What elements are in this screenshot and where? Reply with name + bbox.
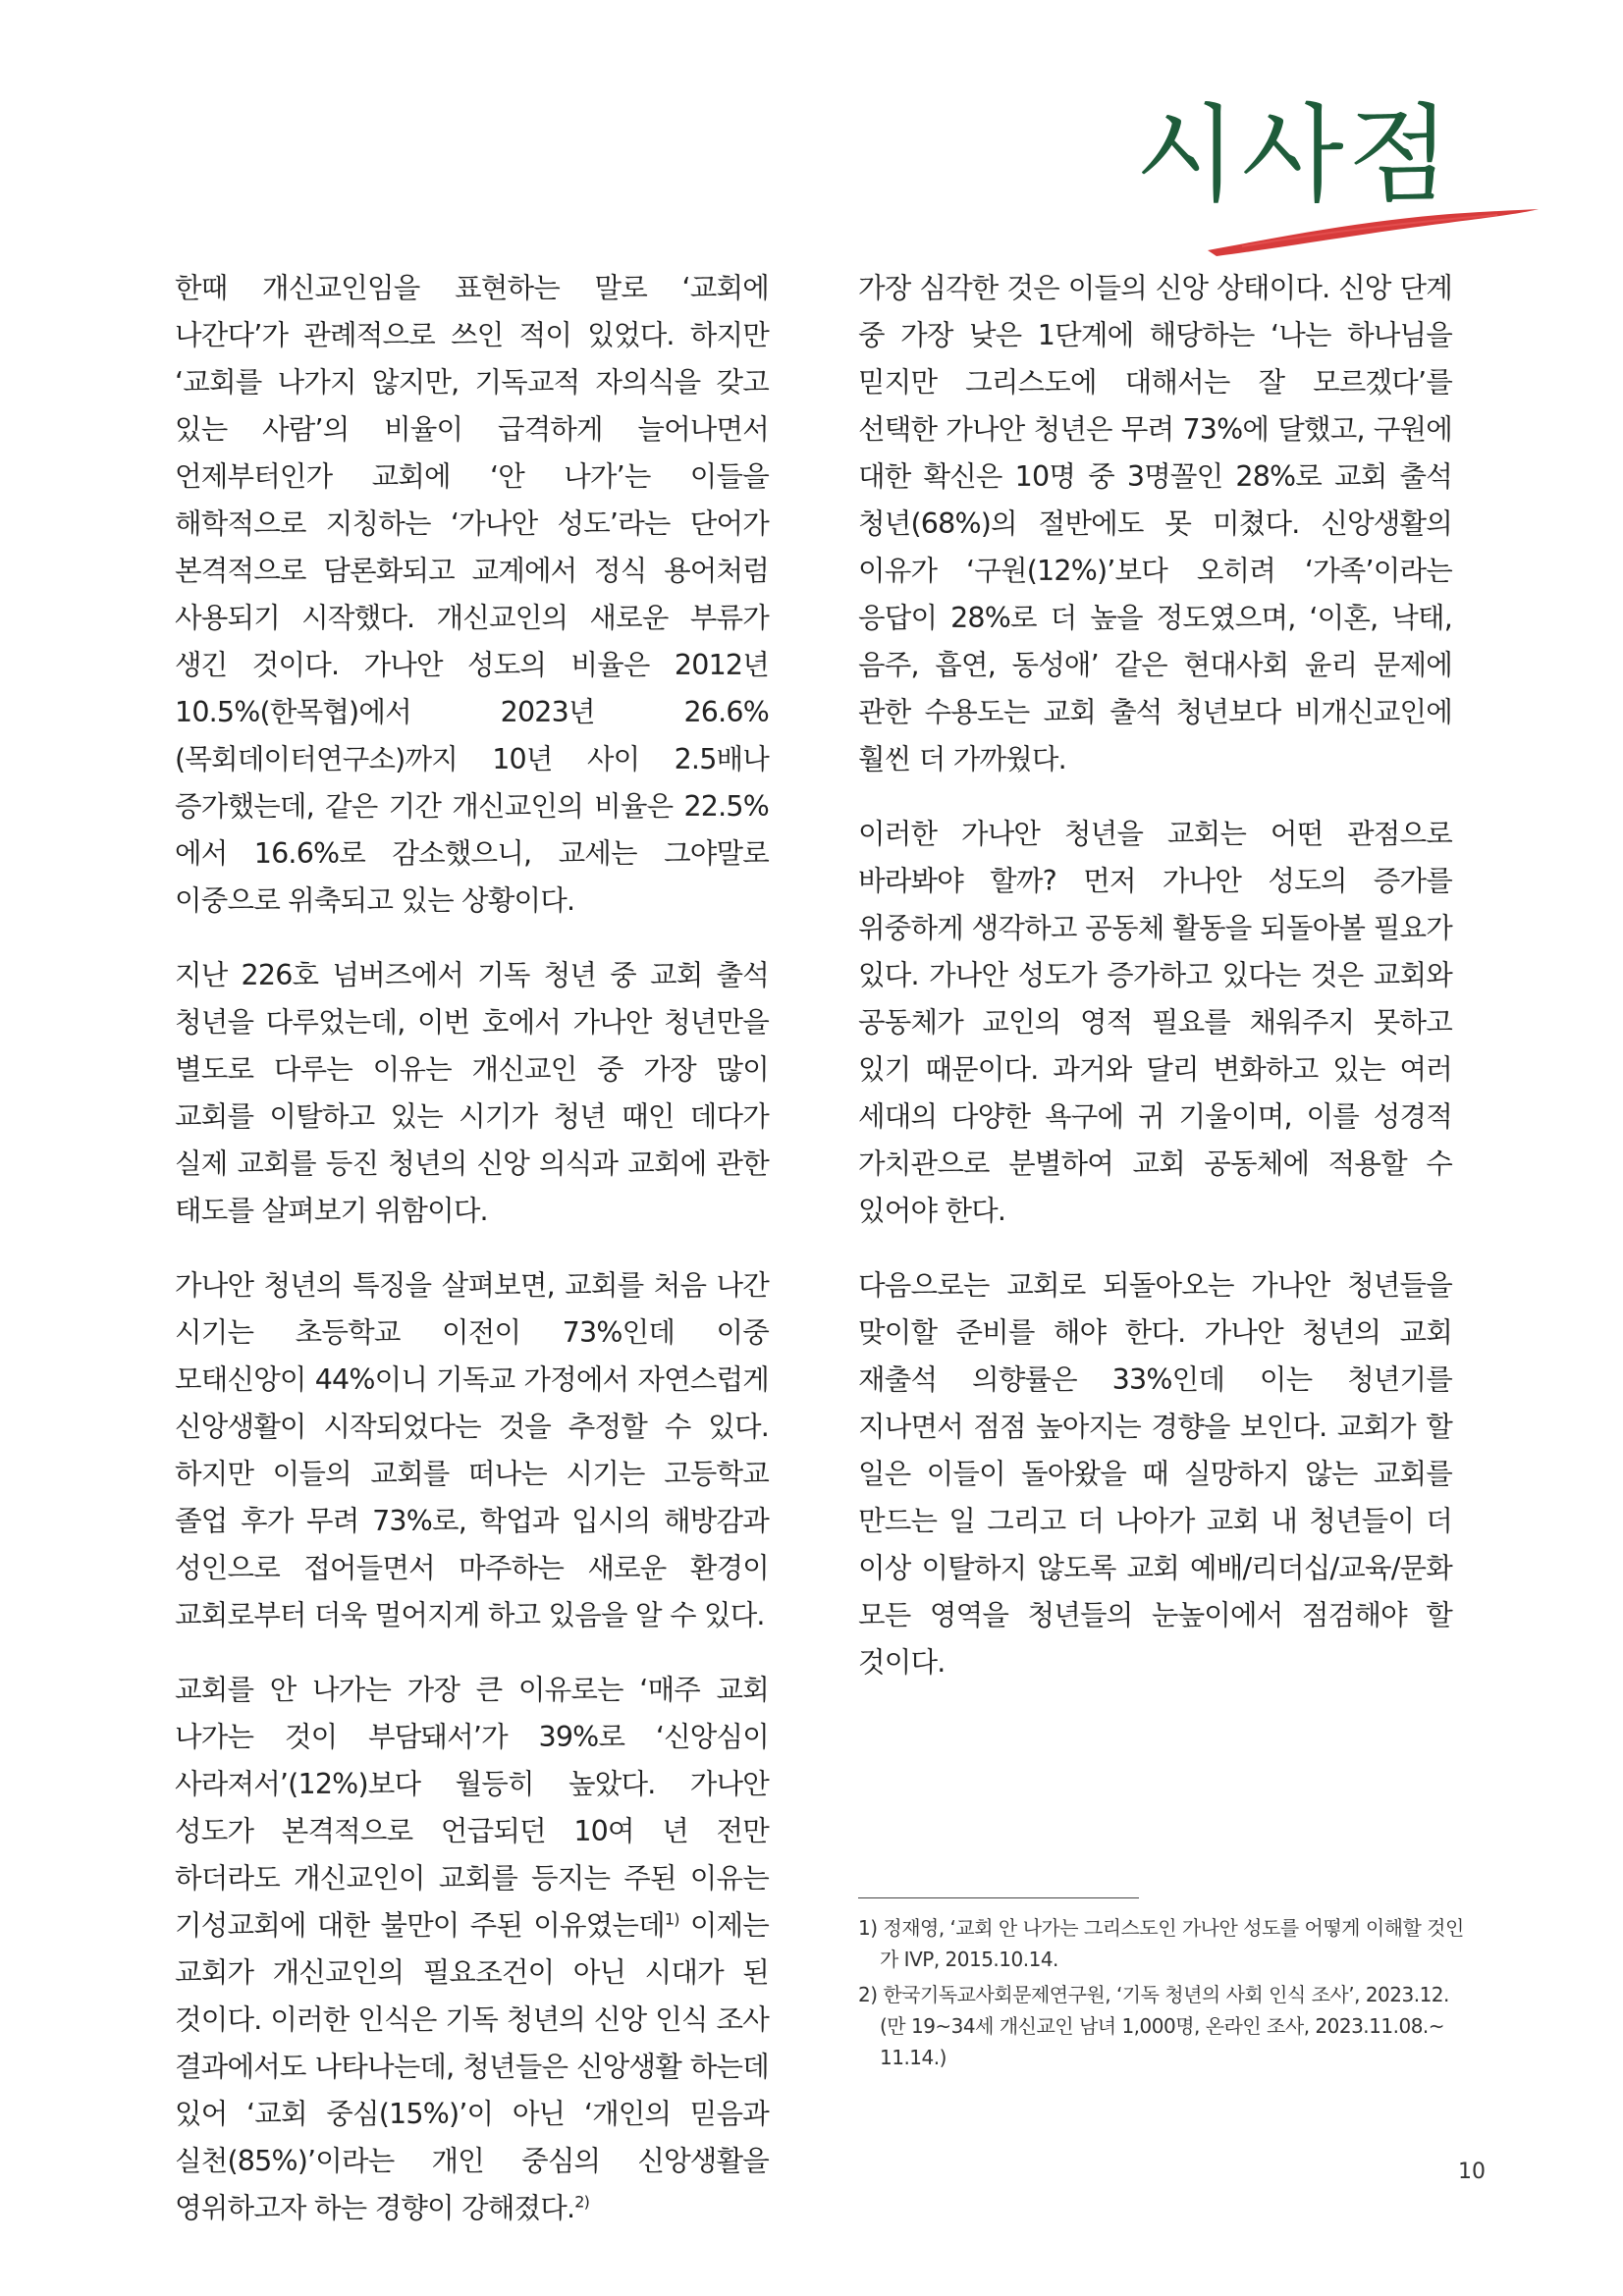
footnotes <box>858 1912 1467 2077</box>
footnote-line: 11.14.) <box>880 2046 947 2069</box>
paragraph-text: 이제는 교회가 개신교인의 필요조건이 아닌 시대가 된 것이다. 이러한 인식은 기독 청년의 신앙 인식 조사 결과에서도 나타나는데, 청년들은 신앙생활 하는데 있어 ‘교회 중심(15%)’이 아닌 ‘개인의 믿음과 실천(85%)’이라는 개인 중심의 신앙생활을 영위하고자 하는 경향이 강해졌다. <box>175 1909 770 2224</box>
footnote-ref-2: 2) <box>574 2192 590 2212</box>
right-column <box>858 265 1452 1714</box>
footnote-line: 가 IVP, 2015.10.14. <box>880 1948 1058 1971</box>
body-paragraph: 이러한 가나안 청년을 교회는 어떤 관점으로 바라봐야 할까? 먼저 가나안 성도의 증가를 위중하게 생각하고 공동체 활동을 되돌아볼 필요가 있다. 가나안 성도가 증가하고 있다는 것은 교회와 공동체가 교인의 영적 필요를 채워주지 못하고 있기 때문이다. 과거와 달리 변화하고 있는 여러 세대의 다양한 욕구에 귀 기울이며, 이를 성경적 가치관으로 분별하여 교회 공동체에 적용할 수 있어야 한다. <box>858 818 1452 1227</box>
body-paragraph: 한때 개신교인임을 표현하는 말로 ‘교회에 나간다’가 관례적으로 쓰인 적이 있었다. 하지만 ‘교회를 나가지 않지만, 기독교적 자의식을 갖고 있는 사람’의 비율이 급격하게 늘어나면서 언제부터인가 교회에 ‘안 나가’는 이들을 해학적으로 지칭하는 ‘가나안 성도’라는 단어가 본격적으로 담론화되고 교계에서 정식 용어처럼 사용되기 시작했다. 개신교인의 새로운 부류가 생긴 것이다. 가나안 성도의 비율은 2012년 10.5%(한목협)에서 2023년 26.6%(목회데이터연구소)까지 10년 사이 2.5배나 증가했는데, 같은 기간 개신교인의 비율은 22.5%에서 16.6%로 감소했으니, 교세는 그야말로 이중으로 위축되고 있는 상황이다. <box>175 272 769 917</box>
body-paragraph: 가장 심각한 것은 이들의 신앙 상태이다. 신앙 단계 중 가장 낮은 1단계에 해당하는 ‘나는 하나님을 믿지만 그리스도에 대해서는 잘 모르겠다’를 선택한 가나안 청년은 무려 73%에 달했고, 구원에 대한 확신은 10명 중 3명꼴인 28%로 교회 출석 청년(68%)의 절반에도 못 미쳤다. 신앙생활의 이유가 ‘구원(12%)’보다 오히려 ‘가족’이라는 응답이 28%로 더 높을 정도였으며, ‘이혼, 낙태, 음주, 흡연, 동성애’ 같은 현대사회 윤리 문제에 관한 수용도는 교회 출석 청년보다 비개신교인에 훨씬 더 가까웠다. <box>858 272 1452 775</box>
red-brush-stroke <box>1203 201 1542 260</box>
footnote-line: 2) 한국기독교사회문제연구원, ‘기독 청년의 사회 인식 조사’, 2023.12. <box>858 1983 1449 2006</box>
footnote-ref-1: 1) <box>664 1909 679 1929</box>
page-title: 시사점 <box>1135 94 1454 217</box>
paragraph-text: 교회를 안 나가는 가장 큰 이유로는 ‘매주 교회 나가는 것이 부담돼서’가 39%로 ‘신앙심이 사라져서’(12%)보다 월등히 높았다. 가나안 성도가 본격적으로 언급되던 10여 년 전만 하더라도 개신교인이 교회를 등지는 주된 이유는 기성교회에 대한 불만이 주된 이유였는데 <box>175 1674 769 1942</box>
body-paragraph: 지난 226호 넘버즈에서 기독 청년 중 교회 출석 청년을 다루었는데, 이번 호에서 가나안 청년만을 별도로 다루는 이유는 개신교인 중 가장 많이 교회를 이탈하고 있는 시기가 청년 때인 데다가 실제 교회를 등진 청년의 신앙 의식과 교회에 관한 태도를 살펴보기 위함이다. <box>175 959 769 1227</box>
footnote-1 <box>858 1912 1467 1975</box>
page-number: 10 <box>1458 2160 1486 2184</box>
footnote-line: 1) 정재영, ‘교회 안 나가는 그리스도인 가나안 성도를 어떻게 이해할 것인 <box>858 1916 1464 1940</box>
footnote-2 <box>858 1979 1467 2073</box>
body-paragraph <box>175 1667 769 2232</box>
footnote-divider <box>858 1897 1139 1898</box>
body-paragraph: 가나안 청년의 특징을 살펴보면, 교회를 처음 나간 시기는 초등학교 이전이 73%인데 이중 모태신앙이 44%이니 기독교 가정에서 자연스럽게 신앙생활이 시작되었다는 것을 추정할 수 있다. 하지만 이들의 교회를 떠나는 시기는 고등학교 졸업 후가 무려 73%로, 학업과 입시의 해방감과 성인으로 접어들면서 마주하는 새로운 환경이 교회로부터 더욱 멀어지게 하고 있음을 알 수 있다. <box>175 1269 769 1631</box>
footnote-line: (만 19~34세 개신교인 남녀 1,000명, 온라인 조사, 2023.11.08.~ <box>880 2014 1445 2038</box>
body-paragraph: 다음으로는 교회로 되돌아오는 가나안 청년들을 맞이할 준비를 해야 한다. 가나안 청년의 교회 재출석 의향률은 33%인데 이는 청년기를 지나면서 점점 높아지는 경향을 보인다. 교회가 할 일은 이들이 돌아왔을 때 실망하지 않는 교회를 만드는 일 그리고 더 나아가 교회 내 청년들이 더 이상 이탈하지 않도록 교회 예배/리더십/교육/문화 모든 영역을 청년들의 눈높이에서 점검해야 할 것이다. <box>858 1269 1452 1679</box>
left-column <box>175 265 769 2260</box>
